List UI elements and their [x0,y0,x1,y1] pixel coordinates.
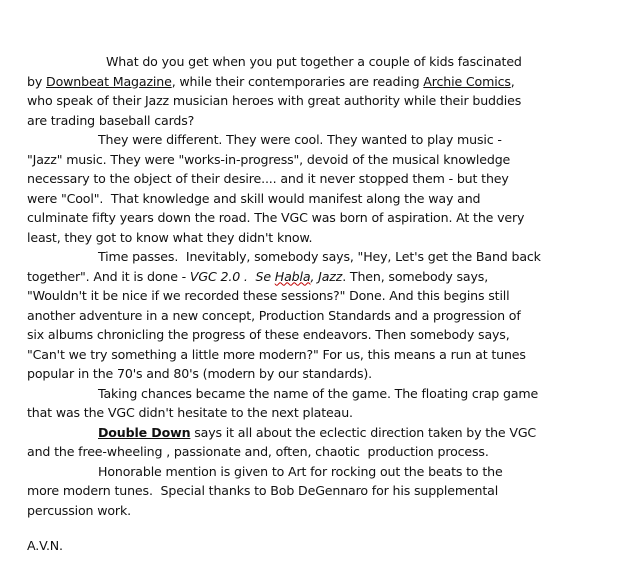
album-title: Double Down [98,424,191,440]
text-run: together". And it is done - [27,268,190,284]
spellcheck-word[interactable]: Habla [274,268,311,284]
document-body [27,52,627,556]
text-line: are trading baseball cards? [27,112,195,128]
text-line: another adventure in a new concept, Production Standards and a progression of [27,307,521,323]
text-run: , [510,73,515,89]
text-line: least, they got to know what they didn't know. [27,229,313,245]
text-run: . Then, somebody says, [342,268,489,284]
paragraph-different [27,130,627,247]
text-line: and the free-wheeling , passionate and, often, chaotic production process. [27,444,489,459]
text-line: "Wouldn't it be nice if we recorded these sessions?" Done. And this begins still [27,288,510,303]
text-line [27,267,627,287]
text-line: Taking chances became the name of the game. The floating crap game [98,385,539,401]
paragraph-chances [27,384,627,423]
text-line: "Jazz" music. They were "works-in-progress", devoid of the musical knowledge [27,151,511,167]
text-line: who speak of their Jazz musician heroes with great authority while their buddies [27,93,522,108]
text-line: popular in the 70's and 80's (modern by our standards). [27,366,373,381]
text-line: "Can't we try something a little more modern?" For us, this means a run at tunes [27,346,526,362]
text-line [27,423,627,443]
archie-comics-link[interactable]: Archie Comics [423,73,511,89]
paragraph-intro [27,52,627,130]
italic-run: , Jazz [310,268,343,284]
text-line: They were different. They were cool. They wanted to play music - [98,132,502,147]
signature: A.V.N. [27,538,63,553]
text-line: culminate fifty years down the road. The VGC was born of aspiration. At the very [27,210,525,225]
text-run: says it all about the eclectic direction taken by the VGC [190,424,537,440]
paragraph-time-passes [27,247,627,384]
text-run: , while their contemporaries are reading [171,73,424,89]
text-line: were "Cool". That knowledge and skill would manifest along the way and [27,190,481,206]
text-run: by [27,73,47,89]
text-line: percussion work. [27,502,131,518]
text-line: necessary to the object of their desire.... and it never stopped them - but they [27,171,509,186]
paragraph-mention [27,462,627,521]
text-line: Time passes. Inevitably, somebody says, "Hey, Let's get the Band back [98,249,541,264]
text-line: six albums chronicling the progress of these endeavors. Then somebody says, [27,327,510,342]
paragraph-double-down [27,423,627,462]
text-line: Honorable mention is given to Art for rocking out the beats to the [98,463,503,479]
spacer [27,520,627,536]
text-line: What do you get when you put together a couple of kids fascinated [106,54,522,69]
text-line: that was the VGC didn't hesitate to the next plateau. [27,405,353,420]
italic-run: VGC 2.0 . Se [189,268,275,284]
text-line: more modern tunes. Special thanks to Bob DeGennaro for his supplemental [27,483,499,498]
text-line [27,72,627,92]
downbeat-magazine-link[interactable]: Downbeat Magazine [46,73,172,89]
